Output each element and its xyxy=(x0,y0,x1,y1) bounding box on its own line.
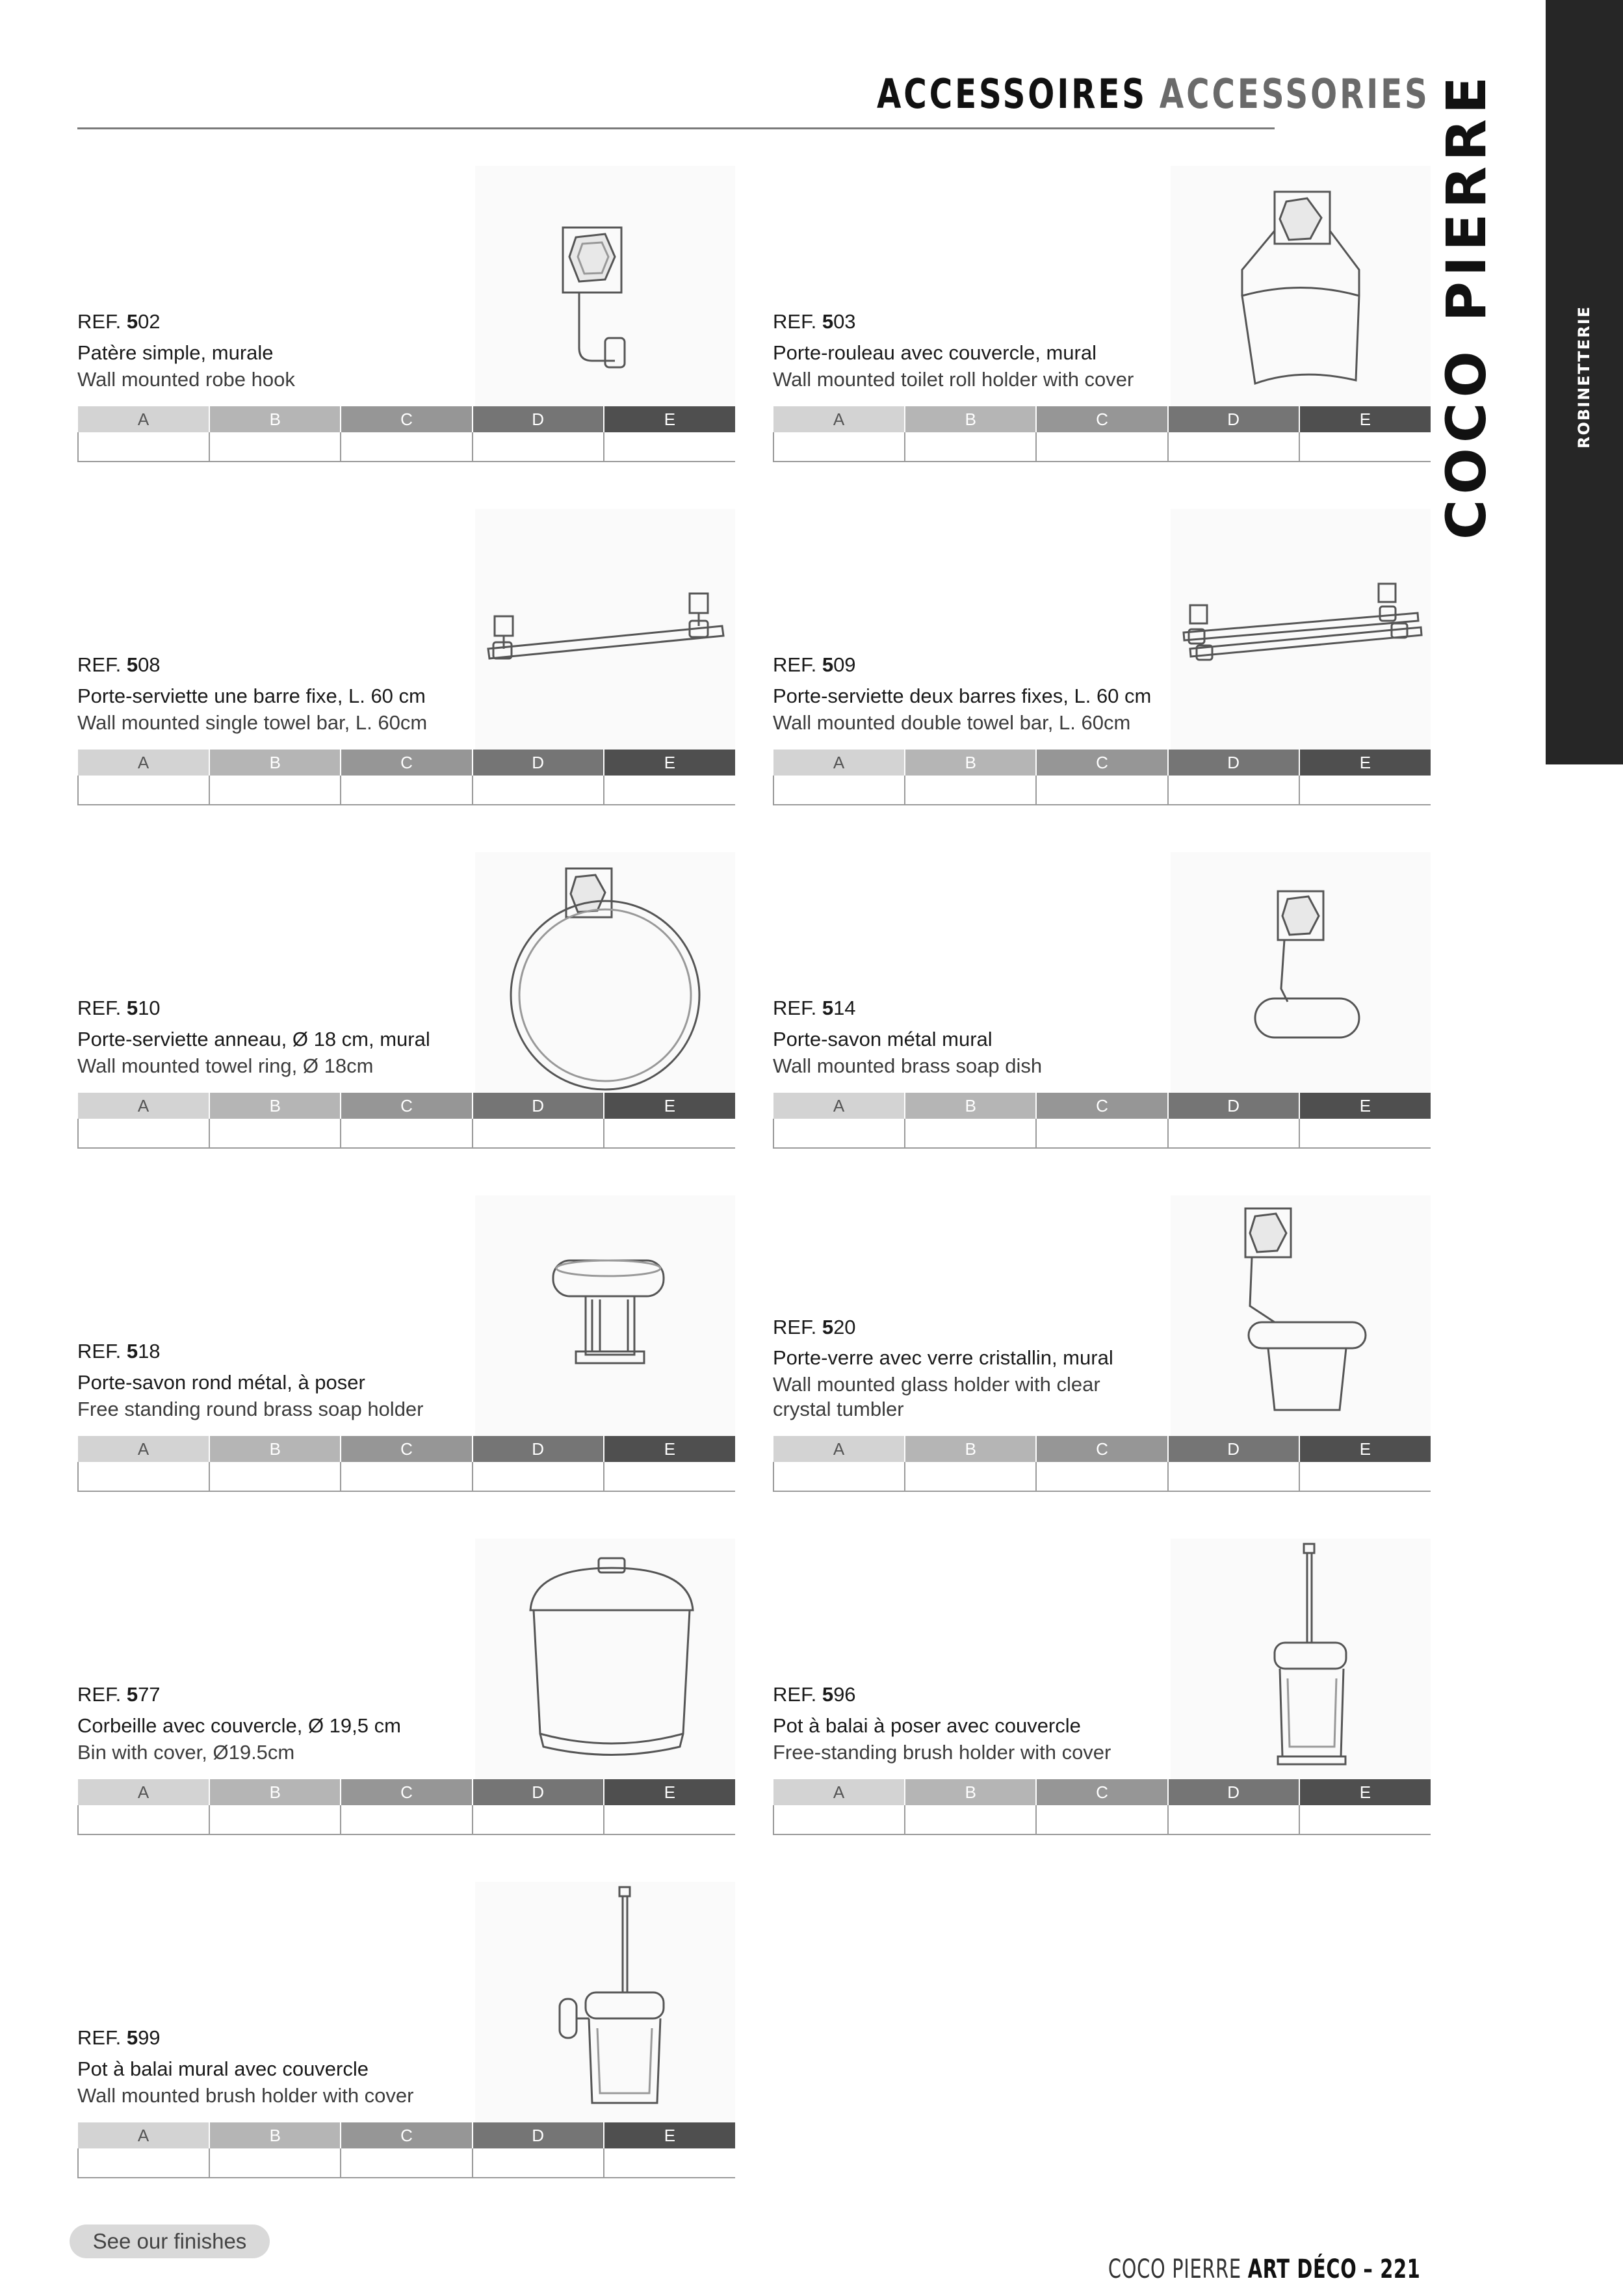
finish-b[interactable]: B xyxy=(905,1436,1036,1462)
footer-collection: COCO PIERRE xyxy=(1108,2254,1242,2284)
finish-cell xyxy=(604,1805,735,1834)
finish-cell xyxy=(905,1805,1036,1834)
finish-cell xyxy=(773,432,905,462)
finish-cell xyxy=(773,1119,905,1148)
collection-label: COCO PIERRE xyxy=(1435,71,1498,540)
page-title xyxy=(877,70,1430,118)
finish-cell xyxy=(78,1805,209,1834)
finish-cell xyxy=(1036,1805,1167,1834)
finish-cell xyxy=(341,1462,472,1491)
finish-c[interactable]: C xyxy=(341,1436,472,1462)
finish-e[interactable]: E xyxy=(604,1436,735,1462)
finish-cell xyxy=(209,2148,341,2178)
see-finishes-button[interactable]: See our finishes xyxy=(70,2224,270,2258)
finish-d[interactable]: D xyxy=(473,1436,604,1462)
finish-c[interactable]: C xyxy=(1036,1779,1167,1805)
finish-cell xyxy=(341,1119,472,1148)
finish-cell xyxy=(78,2148,209,2178)
double-towel-bar-icon xyxy=(1171,509,1431,756)
product-ref: REF. 508 xyxy=(77,653,161,676)
product-name-fr: Corbeille avec couvercle, Ø 19,5 cm xyxy=(77,1714,401,1737)
finish-cell xyxy=(1168,1805,1299,1834)
finish-table xyxy=(77,1093,735,1149)
finish-e[interactable]: E xyxy=(604,1779,735,1805)
finish-d[interactable]: D xyxy=(473,2122,604,2148)
finish-cell xyxy=(78,1119,209,1148)
finish-cell xyxy=(209,776,341,805)
finish-cell xyxy=(1299,1805,1431,1834)
product-name-en: Free standing round brass soap holder xyxy=(77,1398,424,1420)
finish-e[interactable]: E xyxy=(604,406,735,432)
finish-cell xyxy=(341,2148,472,2178)
finish-cell xyxy=(473,2148,604,2178)
finish-cell xyxy=(1036,776,1167,805)
finish-d[interactable]: D xyxy=(1168,1436,1299,1462)
finish-table xyxy=(773,750,1431,805)
finish-c[interactable]: C xyxy=(341,406,472,432)
category-label: ROBINETTERIE xyxy=(1575,305,1593,449)
finish-cell xyxy=(773,776,905,805)
finish-d[interactable]: D xyxy=(473,750,604,776)
product-ref: REF. 514 xyxy=(773,997,856,1019)
product-name-en: Wall mounted double towel bar, L. 60cm xyxy=(773,711,1131,734)
product-514 xyxy=(773,852,1431,1132)
product-name-en: Wall mounted glass holder with clear xyxy=(773,1373,1100,1396)
toilet-roll-holder-icon xyxy=(1171,166,1431,413)
finish-c[interactable]: C xyxy=(341,750,472,776)
product-ref: REF. 520 xyxy=(773,1316,856,1338)
product-ref: REF. 596 xyxy=(773,1683,856,1706)
finish-cell xyxy=(773,1462,905,1491)
product-name-fr: Porte-savon métal mural xyxy=(773,1028,993,1050)
finish-table xyxy=(77,1436,735,1492)
product-503 xyxy=(773,166,1431,445)
finish-d[interactable]: D xyxy=(1168,1093,1299,1119)
finish-cell xyxy=(905,776,1036,805)
finish-cell xyxy=(604,1462,735,1491)
finish-cell xyxy=(1168,776,1299,805)
product-name-en: Wall mounted towel ring, Ø 18cm xyxy=(77,1054,374,1077)
product-ref: REF. 502 xyxy=(77,310,161,333)
finish-d[interactable]: D xyxy=(1168,406,1299,432)
finish-b[interactable]: B xyxy=(209,1779,341,1805)
finish-a[interactable]: A xyxy=(773,1779,905,1805)
finish-a[interactable]: A xyxy=(773,1093,905,1119)
finish-cell xyxy=(473,1805,604,1834)
finish-cell xyxy=(209,1119,341,1148)
product-ref: REF. 509 xyxy=(773,653,856,676)
finish-table xyxy=(773,1779,1431,1835)
product-508 xyxy=(77,509,735,789)
finish-a[interactable]: A xyxy=(78,406,209,432)
product-name-fr: Porte-rouleau avec couvercle, mural xyxy=(773,341,1097,364)
finish-e[interactable]: E xyxy=(604,2122,735,2148)
finish-b[interactable]: B xyxy=(209,750,341,776)
finish-cell xyxy=(209,1805,341,1834)
finish-table xyxy=(773,1093,1431,1149)
finish-b[interactable]: B xyxy=(209,1436,341,1462)
finish-cell xyxy=(604,776,735,805)
finish-d[interactable]: D xyxy=(1168,1779,1299,1805)
finish-a[interactable]: A xyxy=(78,1093,209,1119)
finish-c[interactable]: C xyxy=(1036,750,1167,776)
finish-cell xyxy=(905,1119,1036,1148)
product-577 xyxy=(77,1539,735,1818)
finish-cell xyxy=(1036,1119,1167,1148)
wall-brush-holder-icon xyxy=(475,1882,735,2129)
finish-a[interactable]: A xyxy=(78,2122,209,2148)
finish-cell xyxy=(1168,1462,1299,1491)
header-divider xyxy=(77,127,1275,129)
product-name-en-line-2: crystal tumbler xyxy=(773,1398,904,1420)
finish-a[interactable]: A xyxy=(78,750,209,776)
product-name-en: Wall mounted single towel bar, L. 60cm xyxy=(77,711,428,734)
finish-b[interactable]: B xyxy=(209,1093,341,1119)
title-en: ACCESSORIES xyxy=(1159,70,1430,118)
finish-e[interactable]: E xyxy=(1299,1779,1431,1805)
round-soap-holder-icon xyxy=(475,1195,735,1442)
product-ref: REF. 577 xyxy=(77,1683,161,1706)
product-ref: REF. 503 xyxy=(773,310,856,333)
finish-b[interactable]: B xyxy=(905,750,1036,776)
product-ref: REF. 518 xyxy=(77,1340,161,1363)
product-510 xyxy=(77,852,735,1132)
finish-cell xyxy=(78,1462,209,1491)
finish-a[interactable]: A xyxy=(78,1436,209,1462)
finish-cell xyxy=(78,776,209,805)
title-fr: ACCESSOIRES xyxy=(877,70,1148,118)
finish-cell xyxy=(473,1462,604,1491)
finish-cell xyxy=(604,2148,735,2178)
product-name-fr: Porte-savon rond métal, à poser xyxy=(77,1371,365,1394)
finish-a[interactable]: A xyxy=(773,406,905,432)
finish-cell xyxy=(1036,1462,1167,1491)
finish-c[interactable]: C xyxy=(1036,406,1167,432)
finish-cell xyxy=(341,776,472,805)
soap-dish-icon xyxy=(1171,852,1431,1099)
finish-c[interactable]: C xyxy=(341,1779,472,1805)
finish-c[interactable]: C xyxy=(341,2122,472,2148)
finish-a[interactable]: A xyxy=(773,750,905,776)
product-name-fr: Porte-serviette anneau, Ø 18 cm, mural xyxy=(77,1028,430,1050)
finish-a[interactable]: A xyxy=(78,1779,209,1805)
finish-c[interactable]: C xyxy=(1036,1093,1167,1119)
product-ref: REF. 510 xyxy=(77,997,161,1019)
product-name-en: Wall mounted toilet roll holder with cover xyxy=(773,368,1134,391)
finish-d[interactable]: D xyxy=(473,1779,604,1805)
finish-cell xyxy=(1299,776,1431,805)
finish-table xyxy=(77,1779,735,1835)
footer-series: ART DÉCO xyxy=(1248,2254,1357,2284)
product-name-en: Free-standing brush holder with cover xyxy=(773,1741,1111,1764)
finish-cell xyxy=(1299,1119,1431,1148)
product-ref: REF. 599 xyxy=(77,2026,161,2049)
finish-cell xyxy=(78,432,209,462)
product-name-fr: Porte-serviette deux barres fixes, L. 60 cm xyxy=(773,685,1152,707)
finish-d[interactable]: D xyxy=(473,1093,604,1119)
product-name-en: Wall mounted brass soap dish xyxy=(773,1054,1043,1077)
finish-cell xyxy=(1299,1462,1431,1491)
finish-b[interactable]: B xyxy=(905,406,1036,432)
bin-icon xyxy=(475,1539,735,1786)
finish-cell xyxy=(209,1462,341,1491)
product-name-en: Bin with cover, Ø19.5cm xyxy=(77,1741,295,1764)
finish-cell xyxy=(1036,432,1167,462)
finish-e[interactable]: E xyxy=(1299,1436,1431,1462)
finish-table xyxy=(773,406,1431,462)
finish-e[interactable]: E xyxy=(604,750,735,776)
category-tab xyxy=(1546,0,1623,764)
finish-table xyxy=(77,406,735,462)
finish-c[interactable]: C xyxy=(341,1093,472,1119)
product-name-fr: Porte-verre avec verre cristallin, mural xyxy=(773,1346,1113,1369)
finish-cell xyxy=(341,432,472,462)
finish-b[interactable]: B xyxy=(209,406,341,432)
product-518 xyxy=(77,1195,735,1475)
finish-e[interactable]: E xyxy=(1299,1093,1431,1119)
finish-a[interactable]: A xyxy=(773,1436,905,1462)
product-name-en: Wall mounted robe hook xyxy=(77,368,295,391)
finish-cell xyxy=(604,1119,735,1148)
finish-c[interactable]: C xyxy=(1036,1436,1167,1462)
finish-cell xyxy=(905,432,1036,462)
finish-e[interactable]: E xyxy=(1299,406,1431,432)
finish-table xyxy=(773,1436,1431,1492)
finish-cell xyxy=(473,432,604,462)
finish-e[interactable]: E xyxy=(1299,750,1431,776)
product-596 xyxy=(773,1539,1431,1818)
finish-table xyxy=(77,2122,735,2178)
towel-ring-icon xyxy=(475,852,735,1099)
finish-cell xyxy=(1168,1119,1299,1148)
robe-hook-icon xyxy=(475,166,735,413)
page-footer xyxy=(1108,2254,1421,2284)
product-name-fr: Pot à balai à poser avec couvercle xyxy=(773,1714,1081,1737)
finish-cell xyxy=(1168,432,1299,462)
product-name-en: Wall mounted brush holder with cover xyxy=(77,2084,414,2107)
product-599 xyxy=(77,1882,735,2161)
finish-cell xyxy=(209,432,341,462)
product-520 xyxy=(773,1195,1431,1475)
finish-cell xyxy=(473,1119,604,1148)
finish-cell xyxy=(773,1805,905,1834)
finish-e[interactable]: E xyxy=(604,1093,735,1119)
glass-holder-icon xyxy=(1171,1195,1431,1442)
page-number: – 221 xyxy=(1363,2254,1421,2284)
finish-cell xyxy=(905,1462,1036,1491)
product-509 xyxy=(773,509,1431,789)
finish-b[interactable]: B xyxy=(209,2122,341,2148)
product-name-fr: Pot à balai mural avec couvercle xyxy=(77,2057,369,2080)
finish-cell xyxy=(341,1805,472,1834)
finish-b[interactable]: B xyxy=(905,1779,1036,1805)
finish-table xyxy=(77,750,735,805)
standing-brush-holder-icon xyxy=(1171,1539,1431,1786)
product-name-fr: Porte-serviette une barre fixe, L. 60 cm xyxy=(77,685,426,707)
finish-b[interactable]: B xyxy=(905,1093,1036,1119)
finish-d[interactable]: D xyxy=(473,406,604,432)
finish-cell xyxy=(604,432,735,462)
single-towel-bar-icon xyxy=(475,509,735,756)
finish-cell xyxy=(1299,432,1431,462)
finish-cell xyxy=(473,776,604,805)
finish-d[interactable]: D xyxy=(1168,750,1299,776)
product-name-fr: Patère simple, murale xyxy=(77,341,274,364)
product-502 xyxy=(77,166,735,445)
